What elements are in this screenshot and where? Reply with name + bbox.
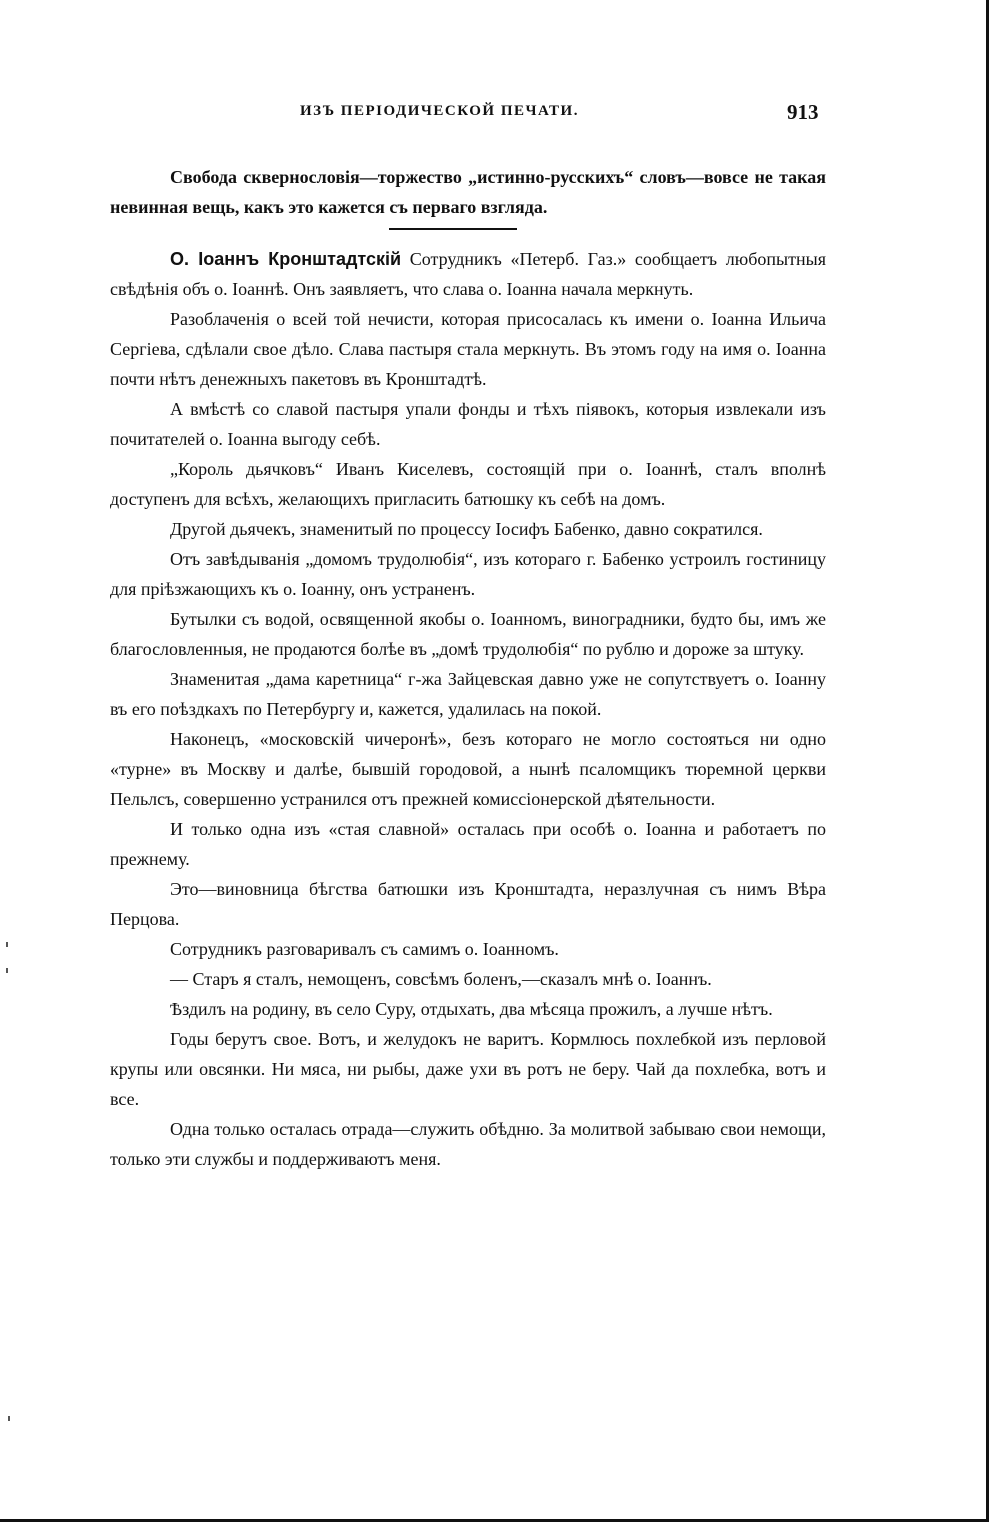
- article-paragraph: Это—виновница бѣгства батюшки изъ Кронштадта, неразлучная съ нимъ Вѣра Перцова.: [110, 879, 826, 929]
- running-head: ИЗЪ ПЕРІОДИЧЕСКОЙ ПЕЧАТИ.: [300, 103, 579, 119]
- article-paragraph: Знаменитая „дама каретница“ г-жа Зайцевская давно уже не сопутствуетъ о. Іоанну въ его поѣздкахъ по Петербургу и, кажется, удалилась на покой.: [110, 669, 826, 719]
- article-paragraph: Наконецъ, «московскій чичеронѣ», безъ котораго не могло состояться ни одно «турне» въ Москву и далѣе, бывшій городовой, а нынѣ псаломщикъ тюремной церкви Пельлсъ, совершенно устранился отъ прежней комиссіонерской дѣятельности.: [110, 729, 826, 809]
- article-paragraph: Одна только осталась отрада—служить обѣдню. За молитвой забываю свои немощи, только эти службы и поддерживаютъ меня.: [110, 1119, 826, 1169]
- article-lead-text: Сотрудникъ «Петерб. Газ.» сообщаетъ любопытныя свѣдѣнія объ о. Іоаннѣ. Онъ заявляетъ, что слава о. Іоанна начала меркнуть.: [110, 249, 826, 299]
- page-edge-bottom: [0, 1519, 989, 1522]
- article-paragraph: И только одна изъ «стая славной» осталась при особѣ о. Іоанна и работаетъ по прежнему.: [110, 819, 826, 869]
- page-number: 913: [787, 100, 819, 124]
- section-divider: [389, 228, 517, 230]
- article-lead-paragraph: [110, 244, 826, 304]
- article-paragraph: — Старъ я сталъ, немощенъ, совсѣмъ боленъ,—сказалъ мнѣ о. Іоаннъ.: [170, 969, 712, 989]
- article-paragraph: Ѣздилъ на родину, въ село Суру, отдыхать, два мѣсяца прожилъ, а лучше нѣтъ.: [170, 999, 773, 1019]
- page-edge-right: [986, 0, 989, 1522]
- intro-text: Свобода сквернословія—торжество „истинно-русскихъ“ словъ—вовсе не такая невинная вещь, какъ это кажется съ перваго взгляда.: [110, 167, 826, 217]
- article-paragraph: Годы берутъ свое. Вотъ, и желудокъ не варитъ. Кормлюсь похлебкой изъ перловой крупы или овсянки. Ни мяса, ни рыбы, даже ухи въ ротъ не беру. Чай да похлебка, вотъ и все.: [110, 1029, 826, 1109]
- article-heading: О. Іоаннъ Кронштадтскій: [170, 249, 402, 269]
- scan-mark: [6, 942, 8, 947]
- article-paragraph: „Король дьячковъ“ Иванъ Киселевъ, состоящій при о. Іоаннѣ, сталъ вполнѣ доступенъ для всѣхъ, желающихъ пригласить батюшку къ себѣ на домъ.: [110, 459, 826, 509]
- scan-mark: [8, 1416, 10, 1421]
- article: [110, 244, 826, 1174]
- article-paragraph: Разоблаченія о всей той нечисти, которая присосалась къ имени о. Іоанна Ильича Сергіева, сдѣлали свое дѣло. Слава пастыря стала меркнуть. Въ этомъ году на имя о. Іоанна почти нѣтъ денежныхъ пакетовъ въ Кронштадтѣ.: [110, 309, 826, 389]
- article-paragraph: Сотрудникъ разговаривалъ съ самимъ о. Іоанномъ.: [170, 939, 559, 959]
- article-paragraph: Бутылки съ водой, освященной якобы о. Іоанномъ, виноградники, будто бы, имъ же благословленныя, не продаются болѣе въ „домѣ трудолюбія“ по рублю и дороже за штуку.: [110, 609, 826, 659]
- scan-mark: [6, 968, 8, 973]
- article-paragraph: Другой дьячекъ, знаменитый по процессу Іосифъ Бабенко, давно сократился.: [170, 519, 763, 539]
- intro-paragraph: [110, 162, 826, 222]
- article-paragraph: А вмѣстѣ со славой пастыря упали фонды и тѣхъ піявокъ, которыя извлекали изъ почитателей о. Іоанна выгоду себѣ.: [110, 399, 826, 449]
- article-paragraph: Отъ завѣдыванія „домомъ трудолюбія“, изъ котораго г. Бабенко устроилъ гостиницу для пріѣзжающихъ къ о. Іоанну, онъ устраненъ.: [110, 549, 826, 599]
